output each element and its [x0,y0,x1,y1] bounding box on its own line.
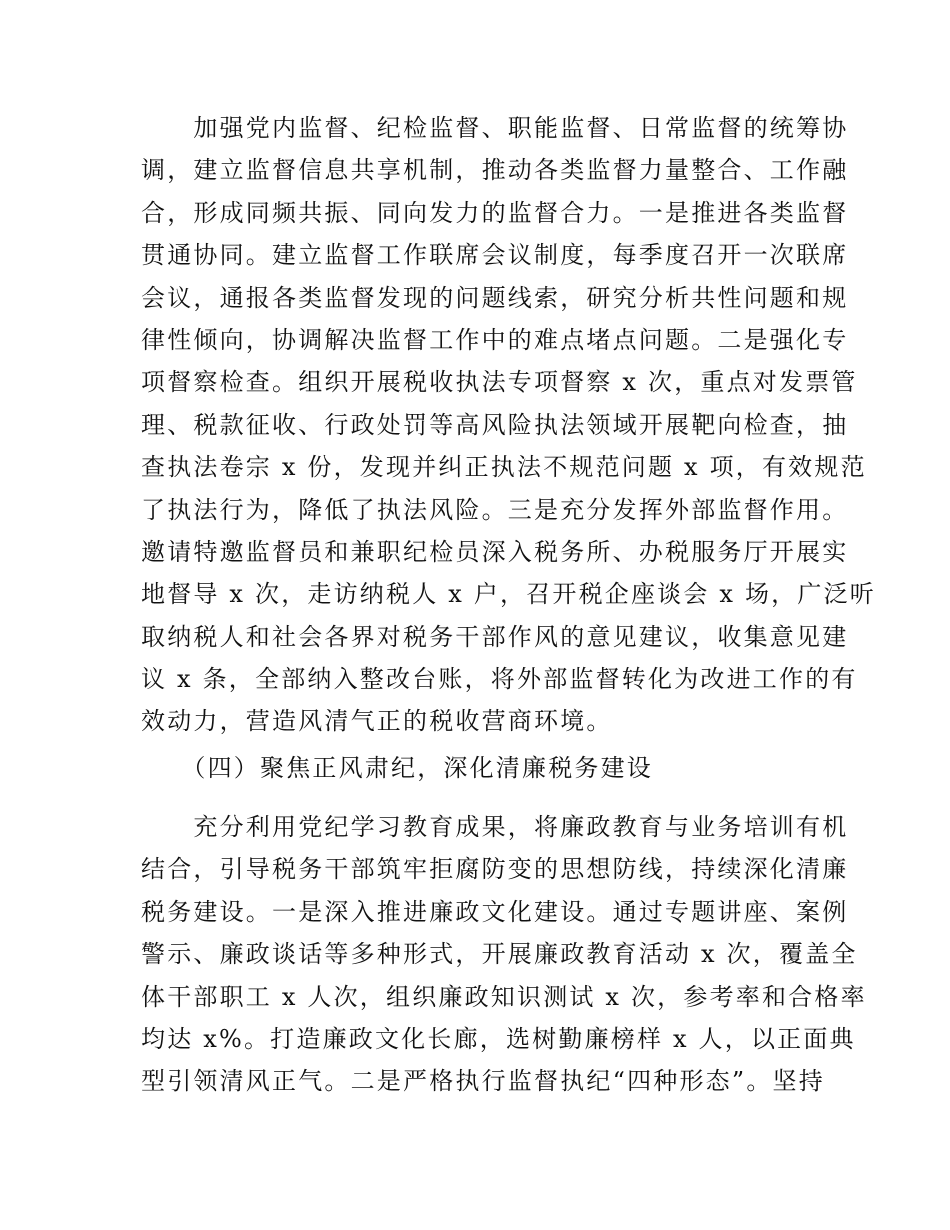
text-line: 理、税款征收、行政处罚等高风险执法领域开展靶向检查，抽 [141,410,849,439]
text-line: 合，形成同频共振、同向发力的监督合力。一是推进各类监督 [141,198,849,227]
text-line: 体干部职工 x 人次，组织廉政知识测试 x 次，参考率和合格率 [141,982,867,1011]
text-line: 地督导 x 次，走访纳税人 x 户，召开税企座谈会 x 场，广泛听 [141,580,876,609]
text-line: 均达 x%。打造廉政文化长廊，选树勤廉榜样 x 人，以正面典 [141,1024,856,1053]
section-heading [141,747,811,789]
text-line: 贯通协同。建立监督工作联席会议制度，每季度召开一次联席 [141,241,849,270]
text-line: 取纳税人和社会各界对税务干部作风的意见建议，收集意见建 [141,622,849,651]
text-line: 会议，通报各类监督发现的问题线索，研究分析共性问题和规 [141,283,849,312]
text-line: 查执法卷宗 x 份，发现并纠正执法不规范问题 x 项，有效规范 [141,453,867,482]
text-line: 项督察检查。组织开展税收执法专项督察 x 次，重点对发票管 [141,368,858,397]
text-line: 议 x 条，全部纳入整改台账，将外部监督转化为改进工作的有 [141,665,858,694]
text-line: 加强党内监督、纪检监督、职能监督、日常监督的统筹协 [141,114,849,142]
text-line: 邀请特邀监督员和兼职纪检员深入税务所、办税服务厅开展实 [141,537,849,566]
text-line: 型引领清风正气。二是严格执行监督执纪“四种形态”。坚持 [141,1067,825,1096]
text-line: 了执法行为，降低了执法风险。三是充分发挥外部监督作用。 [141,495,849,524]
body-paragraph-integrity [141,806,867,1103]
text-line: 警示、廉政谈话等多种形式，开展廉政教育活动 x 次，覆盖全 [141,940,858,969]
text-line: 税务建设。一是深入推进廉政文化建设。通过专题讲座、案例 [141,897,849,926]
text-line: 律性倾向，协调解决监督工作中的难点堵点问题。二是强化专 [141,325,849,354]
text-line: 结合，引导税务干部筑牢拒腐防变的思想防线，持续深化清廉 [141,855,849,884]
text-line: 充分利用党纪学习教育成果，将廉政教育与业务培训有机 [141,813,849,841]
text-line: 效动力，营造风清气正的税收营商环境。 [141,707,613,736]
body-paragraph-supervision [141,107,876,743]
text-line: 调，建立监督信息共享机制，推动各类监督力量整合、工作融 [141,156,849,185]
heading-text: （四）聚焦正风肃纪，深化清廉税务建设 [141,754,653,782]
